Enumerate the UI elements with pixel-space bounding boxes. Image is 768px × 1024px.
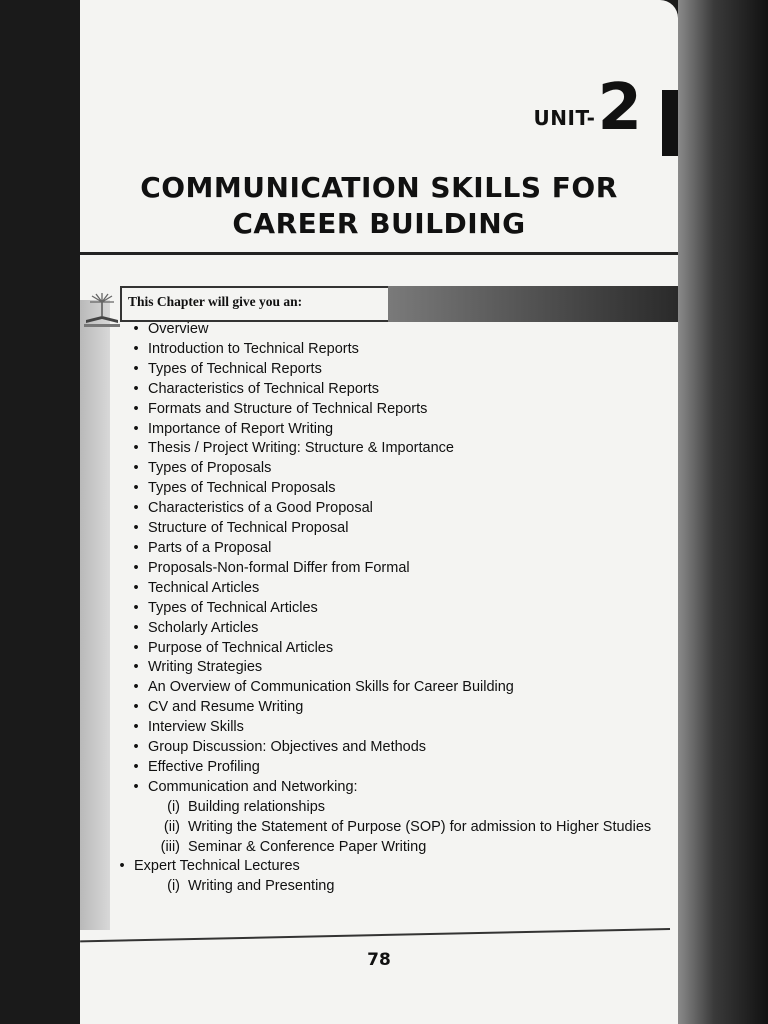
sub-list-item — [124, 818, 678, 838]
topic-text: Types of Technical Reports — [148, 360, 322, 377]
list-item — [124, 499, 678, 519]
unit-word: UNIT- — [533, 106, 596, 130]
list-item — [124, 678, 678, 698]
bullet: • — [133, 420, 139, 437]
topic-text: CV and Resume Writing — [148, 699, 304, 716]
list-item — [124, 658, 678, 678]
bullet: • — [133, 659, 139, 676]
bullet: • — [133, 380, 139, 397]
topic-text: Characteristics of a Good Proposal — [148, 500, 373, 517]
sub-item-number: (iii) — [160, 838, 180, 855]
topic-text: Technical Articles — [148, 579, 260, 596]
sub-item-number: (ii) — [163, 818, 180, 835]
bullet: • — [133, 619, 139, 636]
bullet: • — [133, 539, 139, 556]
topic-text: Scholarly Articles — [148, 619, 259, 636]
list-item — [124, 619, 678, 639]
topic-text: An Overview of Communication Skills for Career Building — [148, 679, 514, 696]
list-item — [124, 639, 678, 659]
bullet: • — [133, 699, 139, 716]
list-item — [124, 519, 678, 539]
bullet: • — [133, 460, 139, 477]
list-item — [124, 599, 678, 619]
list-item — [124, 579, 678, 599]
list-item — [124, 340, 678, 360]
book-spine-shadow — [678, 0, 768, 1024]
bullet: • — [133, 520, 139, 537]
bullet: • — [133, 480, 139, 497]
unit-number: 2 — [597, 71, 642, 145]
sub-item-text: Writing the Statement of Purpose (SOP) for admission to Higher Studies — [188, 818, 652, 835]
bullet: • — [133, 778, 139, 795]
list-item — [124, 479, 678, 499]
bullet: • — [133, 599, 139, 616]
topic-text: Expert Technical Lectures — [134, 858, 300, 875]
sub-item-text: Seminar & Conference Paper Writing — [188, 838, 427, 855]
chapter-topic-list — [119, 320, 678, 897]
bullet: • — [133, 679, 139, 696]
list-item — [124, 459, 678, 479]
bullet: • — [133, 440, 139, 457]
footer-divider — [80, 928, 670, 942]
topic-text: Purpose of Technical Articles — [148, 639, 334, 656]
sub-list-item — [124, 798, 678, 818]
book-page — [80, 0, 678, 1024]
topic-text: Interview Skills — [148, 719, 244, 736]
bullet: • — [133, 639, 139, 656]
chapter-contents-banner — [120, 286, 678, 322]
topic-text: Overview — [148, 321, 209, 337]
topic-text: Proposals-Non-formal Differ from Formal — [148, 559, 410, 576]
bullet: • — [133, 559, 139, 576]
list-item — [124, 718, 678, 738]
bullet: • — [133, 340, 139, 357]
topic-text: Types of Technical Proposals — [148, 480, 336, 497]
list-item — [124, 778, 678, 798]
sub-list-item — [124, 838, 678, 858]
list-item — [124, 559, 678, 579]
topic-text: Types of Proposals — [148, 460, 272, 477]
bullet: • — [133, 321, 139, 337]
sub-item-number: (i) — [167, 798, 180, 815]
bullet: • — [133, 719, 139, 736]
list-item — [124, 439, 678, 459]
list-item — [124, 380, 678, 400]
list-item — [124, 539, 678, 559]
list-item — [110, 857, 678, 877]
list-item — [124, 738, 678, 758]
list-item — [124, 758, 678, 778]
unit-bar-decoration — [662, 90, 678, 156]
topic-text: Introduction to Technical Reports — [148, 340, 359, 357]
banner-label: This Chapter will give you an: — [120, 286, 388, 322]
sidebar-strip — [80, 300, 110, 930]
bullet: • — [133, 579, 139, 596]
topic-text: Thesis / Project Writing: Structure & Importance — [148, 440, 454, 457]
bullet: • — [119, 858, 125, 875]
bullet: • — [133, 739, 139, 756]
title-divider — [80, 252, 678, 255]
list-item — [124, 400, 678, 420]
list-item — [124, 698, 678, 718]
page-number: 78 — [367, 950, 391, 970]
sub-list-item — [124, 877, 678, 897]
book-lamp-icon — [82, 290, 122, 330]
bullet: • — [133, 758, 139, 775]
sub-item-text: Writing and Presenting — [188, 878, 335, 895]
topic-text: Types of Technical Articles — [148, 599, 318, 616]
bullet: • — [133, 500, 139, 517]
chapter-title — [80, 170, 678, 242]
sub-item-number: (i) — [167, 878, 180, 895]
topic-text: Group Discussion: Objectives and Methods — [148, 739, 427, 756]
topic-text: Writing Strategies — [148, 659, 263, 676]
bullet: • — [133, 400, 139, 417]
list-item — [124, 420, 678, 440]
topic-text: Structure of Technical Proposal — [148, 520, 349, 537]
bullet: • — [133, 360, 139, 377]
list-item — [124, 360, 678, 380]
topic-text: Characteristics of Technical Reports — [148, 380, 380, 397]
chapter-title-line-2: CAREER BUILDING — [232, 207, 526, 240]
topic-text: Formats and Structure of Technical Reports — [148, 400, 428, 417]
topic-text: Importance of Report Writing — [148, 420, 334, 437]
unit-heading — [533, 71, 642, 145]
sub-item-text: Building relationships — [188, 798, 326, 815]
topic-text: Parts of a Proposal — [148, 539, 272, 556]
topic-text: Communication and Networking: — [148, 778, 358, 795]
banner-fill-bar — [388, 286, 678, 322]
topic-text: Effective Profiling — [148, 758, 260, 775]
list-item — [124, 320, 678, 340]
chapter-title-line-1: COMMUNICATION SKILLS FOR — [140, 171, 618, 204]
